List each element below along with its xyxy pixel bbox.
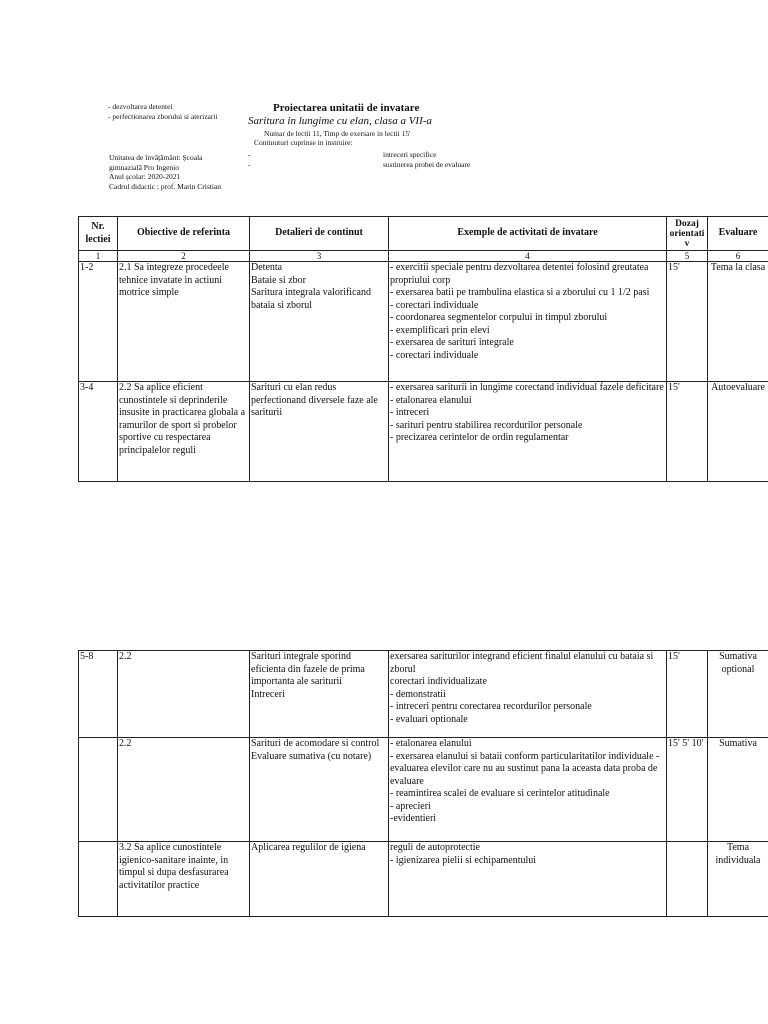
evaluation: Sumativa optional: [708, 651, 768, 738]
lesson-number: 1-2: [79, 262, 118, 382]
content-details: [250, 651, 389, 738]
column-number: 6: [708, 251, 768, 262]
table-row: [79, 738, 768, 842]
objective: 3.2 Sa aplice cunostintele igienico-sanitare inainte, in timpul si dupa desfasurarea activitatilor practice: [118, 842, 250, 917]
objective: 2.2: [118, 738, 250, 842]
school-info-line: Cadrul didactic : prof. Marin Cristian: [109, 181, 222, 191]
detail-line: Detenta: [251, 262, 283, 273]
table-row: [79, 842, 768, 917]
activity-line: - exersarea batii pe trambulina elastica si a zborului cu 1 1/2 pasi: [390, 287, 650, 298]
activities: [389, 842, 667, 917]
detail-line: Saritura integrala valorificand bataia si zborul: [251, 287, 371, 311]
activity-line: - precizarea cerintelor de ordin regulamentar: [390, 432, 569, 443]
planning-table-part1: [78, 216, 768, 482]
evaluation: Tema la clasa: [708, 262, 768, 382]
dosage: [667, 842, 708, 917]
page-title: Proiectarea unitatii de invatare: [273, 102, 420, 114]
activity-line: - evaluari optionale: [390, 713, 468, 725]
header-nr: Nr. lectiei: [79, 217, 118, 251]
activity-line: - intreceri: [390, 407, 430, 418]
activity-line: - demonstratii: [390, 688, 446, 700]
school-info-line: gimnazială Pro Ingenio: [109, 162, 179, 172]
detail-line: Bataie si zbor: [251, 274, 306, 286]
dosage: 15': [667, 382, 708, 482]
dash: -: [248, 159, 251, 169]
activity-line: - coordonarea segmentelor corpului in timpul zborului: [390, 312, 608, 323]
activities: [389, 262, 667, 382]
lesson-number: [79, 842, 118, 917]
dosage: 15': [667, 651, 708, 738]
left-goals: [108, 102, 218, 121]
lesson-number: 3-4: [79, 382, 118, 482]
header-dosage: Dozaj orientativ: [667, 217, 708, 251]
activity-line: - exersarea elanului si bataii conform particularitatilor individuale - evaluarea elevilor care nu au sustinut pana la aceasta data proba de evaluare: [390, 750, 660, 787]
activity-line: - exemplificari prin elevi: [390, 324, 490, 336]
header-evaluation: Evaluare: [708, 217, 768, 251]
detail-line: Sarituri de acomodare si control Evaluare sumativa (cu notare): [251, 738, 380, 762]
column-number: 2: [118, 251, 250, 262]
table-row: [79, 651, 768, 738]
dosage: 15': [667, 262, 708, 382]
goal-line: - dezvoltarea detentei: [108, 102, 173, 111]
activity-line: - exercitii speciale pentru dezvoltarea detentei folosind greutatea propriului corp: [390, 262, 649, 286]
content-dashes: [248, 150, 251, 169]
content-details: [250, 842, 389, 917]
objective: 2.2: [118, 651, 250, 738]
activity-line: -evidentieri: [390, 813, 437, 824]
dash: -: [248, 150, 251, 159]
evaluation: Sumativa: [708, 738, 768, 842]
content-label: Continuturi cuprinse in instruire:: [254, 138, 353, 147]
activity-line: - aprecieri: [390, 800, 431, 812]
activity-line: - intreceri pentru corectarea recordurilor personale: [390, 701, 592, 712]
page-subtitle: Saritura in lungime cu elan, clasa a VII-a: [248, 115, 432, 127]
activity-line: - etalonarea elanului: [390, 738, 472, 749]
school-info-line: Unitatea de învățământ: Școala: [109, 153, 203, 162]
detail-line: Sarituri cu elan redus perfectionand diversele faze ale sariturii: [251, 382, 378, 418]
header-details: Detalieri de continut: [250, 217, 389, 251]
column-number: 1: [79, 251, 118, 262]
column-number: 3: [250, 251, 389, 262]
content-item: sustinerea probei de evaluare: [383, 159, 471, 169]
dosage: 15' 5' 10': [667, 738, 708, 842]
activity-line: - corectari individuale: [390, 349, 479, 361]
table-header-row: [79, 217, 768, 251]
content-items: [383, 150, 470, 169]
objective: 2.2 Sa aplice eficient cunostintele si deprinderile insusite in practicarea globala a ramurilor de sport si probelor sportive cu respectarea principalelor reguli: [118, 382, 250, 482]
detail-line: Intreceri: [251, 688, 285, 700]
activities: [389, 382, 667, 482]
activity-line: reguli de autoprotectie: [390, 842, 480, 853]
activity-line: - reamintirea scalei de evaluare si cerintelor atitudinale: [390, 788, 610, 799]
content-details: [250, 738, 389, 842]
goal-line: - perfectionarea zborului si aterizarii: [108, 111, 218, 121]
lesson-number: 5-8: [79, 651, 118, 738]
lesson-number: [79, 738, 118, 842]
content-details: [250, 262, 389, 382]
school-info: [109, 153, 221, 191]
table-row: [79, 382, 768, 482]
objective: 2.1 Sa integreze procedeele tehnice invatate in actiuni motrice simple: [118, 262, 250, 382]
detail-line: Sarituri integrale sporind eficienta din fazele de prima importanta ale sariturii: [251, 651, 365, 687]
activity-line: - exersarea de sarituri integrale: [390, 337, 514, 348]
school-info-line: Anul școlar: 2020-2021: [109, 172, 181, 181]
column-number-row: [79, 251, 768, 262]
header-activities: Exemple de activitati de invatare: [389, 217, 667, 251]
content-details: [250, 382, 389, 482]
activities: [389, 738, 667, 842]
evaluation: Autoevaluare: [708, 382, 768, 482]
activity-line: - etalonarea elanului: [390, 394, 472, 406]
activity-line: - igienizarea pielii si echipamentului: [390, 854, 537, 866]
activity-line: - sarituri pentru stabilirea recordurilor personale: [390, 419, 583, 431]
column-number: 5: [667, 251, 708, 262]
header-objectives: Obiective de referinta: [118, 217, 250, 251]
lessons-line: Numar de lectii 11, Timp de exersare in lectii 15': [264, 129, 411, 138]
activity-line: corectari individualizate: [390, 676, 487, 687]
activity-line: exersarea sariturilor integrand eficient finalul elanului cu bataia si zborul: [390, 651, 654, 675]
activity-line: - corectari individuale: [390, 299, 479, 311]
column-number: 4: [389, 251, 667, 262]
table-row: [79, 262, 768, 382]
detail-line: Aplicarea regulilor de igiena: [251, 842, 366, 853]
activities: [389, 651, 667, 738]
activity-line: - exersarea sariturii in lungime corectand individual fazele deficitare: [390, 382, 664, 393]
planning-table-part2: [78, 650, 768, 917]
evaluation: Tema individuala: [708, 842, 768, 917]
content-item: intreceri specifice: [383, 150, 437, 159]
